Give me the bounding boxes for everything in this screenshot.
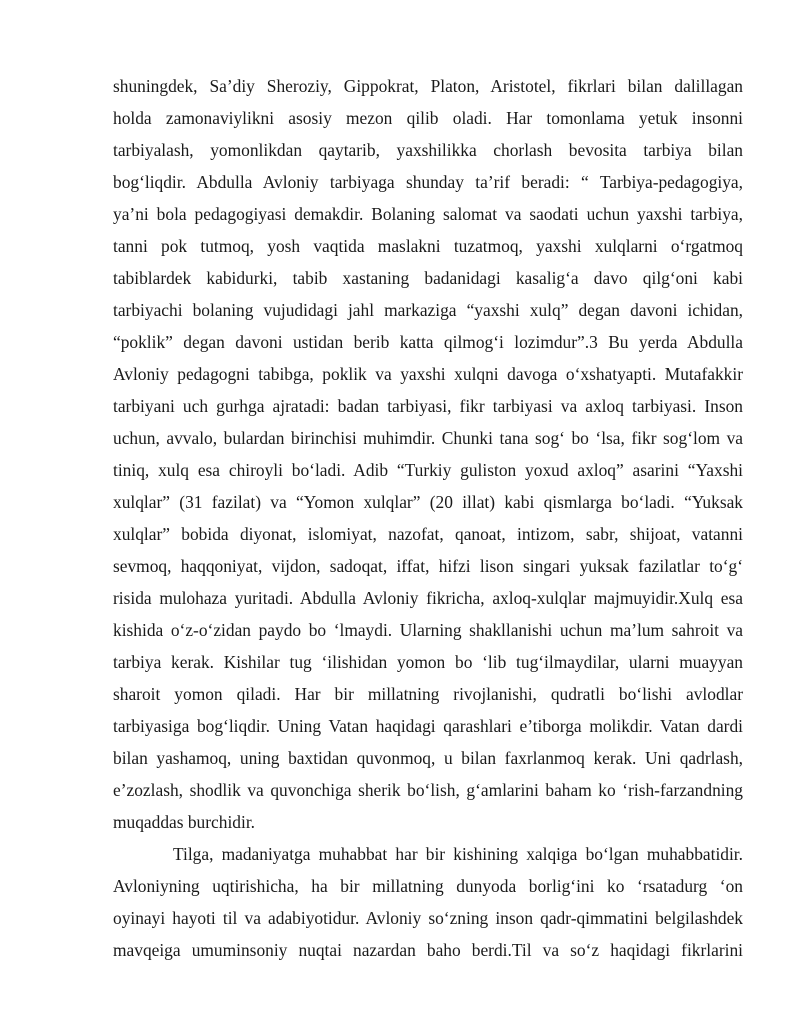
text-line: mavqeiga umuminsoniy nuqtai nazardan baho berdi.Til va so‘z haqidagi fikrlarini bbox=[113, 940, 743, 960]
text-line: xulqlar” bobida diyonat, islomiyat, nazofat, qanoat, intizom, sabr, shijoat, vatanni bbox=[113, 524, 743, 544]
text-line: “poklik” degan davoni ustidan berib katta qilmog‘i lozimdur”.3 Bu yerda Abdulla bbox=[113, 332, 743, 352]
text-line: xulqlar” (31 fazilat) va “Yomon xulqlar” (20 illat) kabi qismlarga bo‘ladi. “Yuksak bbox=[113, 492, 743, 512]
text-line: holda zamonaviylikni asosiy mezon qilib oladi. Har tomonlama yetuk insonni bbox=[113, 108, 743, 128]
paragraph-2 bbox=[113, 838, 743, 966]
text-line: Avloniy pedagogni tabibga, poklik va yaxshi xulqni davoga o‘xshatyapti. Mutafakkir bbox=[113, 364, 743, 384]
text-line: tarbiyalash, yomonlikdan qaytarib, yaxshilikka chorlash bevosita tarbiya bilan bbox=[113, 140, 743, 160]
text-line: muqaddas burchidir. bbox=[113, 812, 255, 832]
text-line: tarbiya kerak. Kishilar tug ‘ilishidan yomon bo ‘lib tug‘ilmaydilar, ularni muayyan bbox=[113, 652, 743, 672]
text-line: bilan yashamoq, uning baxtidan quvonmoq, u bilan faxrlanmoq kerak. Uni qadrlash, bbox=[113, 748, 743, 768]
text-line: shuningdek, Sa’diy Sheroziy, Gippokrat, Platon, Aristotel, fikrlari bilan dalillagan bbox=[113, 76, 743, 96]
text-line: ya’ni bola pedagogiyasi demakdir. Bolaning salomat va saodati uchun yaxshi tarbiya, bbox=[113, 204, 743, 224]
paragraph-1 bbox=[113, 70, 743, 838]
text-line: oyinayi hayoti til va adabiyotidur. Avloniy so‘zning inson qadr-qimmatini belgilashdek bbox=[113, 908, 743, 928]
text-line: sharoit yomon qiladi. Har bir millatning rivojlanishi, qudratli bo‘lishi avlodlar bbox=[113, 684, 743, 704]
text-line: tarbiyachi bolaning vujudidagi jahl markaziga “yaxshi xulq” degan davoni ichidan, bbox=[113, 300, 743, 320]
text-line: tarbiyani uch gurhga ajratadi: badan tarbiyasi, fikr tarbiyasi va axloq tarbiyasi. Inson bbox=[113, 396, 743, 416]
text-line: tanni pok tutmoq, yosh vaqtida maslakni tuzatmoq, yaxshi xulqlarni o‘rgatmoq bbox=[113, 236, 743, 256]
text-line: tiniq, xulq esa chiroyli bo‘ladi. Adib “Turkiy guliston yoxud axloq” asarini “Yaxshi bbox=[113, 460, 743, 480]
text-line: Tilga, madaniyatga muhabbat har bir kishining xalqiga bo‘lgan muhabbatidir. bbox=[173, 844, 743, 864]
text-line: sevmoq, haqqoniyat, vijdon, sadoqat, iffat, hifzi lison singari yuksak fazilatlar to‘g‘ bbox=[113, 556, 743, 576]
text-line: kishida o‘z-o‘zidan paydo bo ‘lmaydi. Ularning shakllanishi uchun ma’lum sahroit va bbox=[113, 620, 743, 640]
text-line: e’zozlash, shodlik va quvonchiga sherik bo‘lish, g‘amlarini baham ko ‘rish-farzandning bbox=[113, 780, 743, 800]
text-line: Avloniyning uqtirishicha, ha bir millatning dunyoda borlig‘ini ko ‘rsatadurg ‘on bbox=[113, 876, 743, 896]
text-line: bog‘liqdir. Abdulla Avloniy tarbiyaga shunday ta’rif beradi: “ Tarbiya-pedagogiya, bbox=[113, 172, 743, 192]
text-line: uchun, avvalo, bulardan birinchisi muhimdir. Chunki tana sog‘ bo ‘lsa, fikr sog‘lom va bbox=[113, 428, 743, 448]
text-line: tabiblardek kabidurki, tabib xastaning badanidagi kasalig‘a davo qilg‘oni kabi bbox=[113, 268, 743, 288]
text-line: risida mulohaza yuritadi. Abdulla Avloniy fikricha, axloq-xulqlar majmuyidir.Xulq esa bbox=[113, 588, 743, 608]
text-line: tarbiyasiga bog‘liqdir. Uning Vatan haqidagi qarashlari e’tiborga molikdir. Vatan dardi bbox=[113, 716, 743, 736]
